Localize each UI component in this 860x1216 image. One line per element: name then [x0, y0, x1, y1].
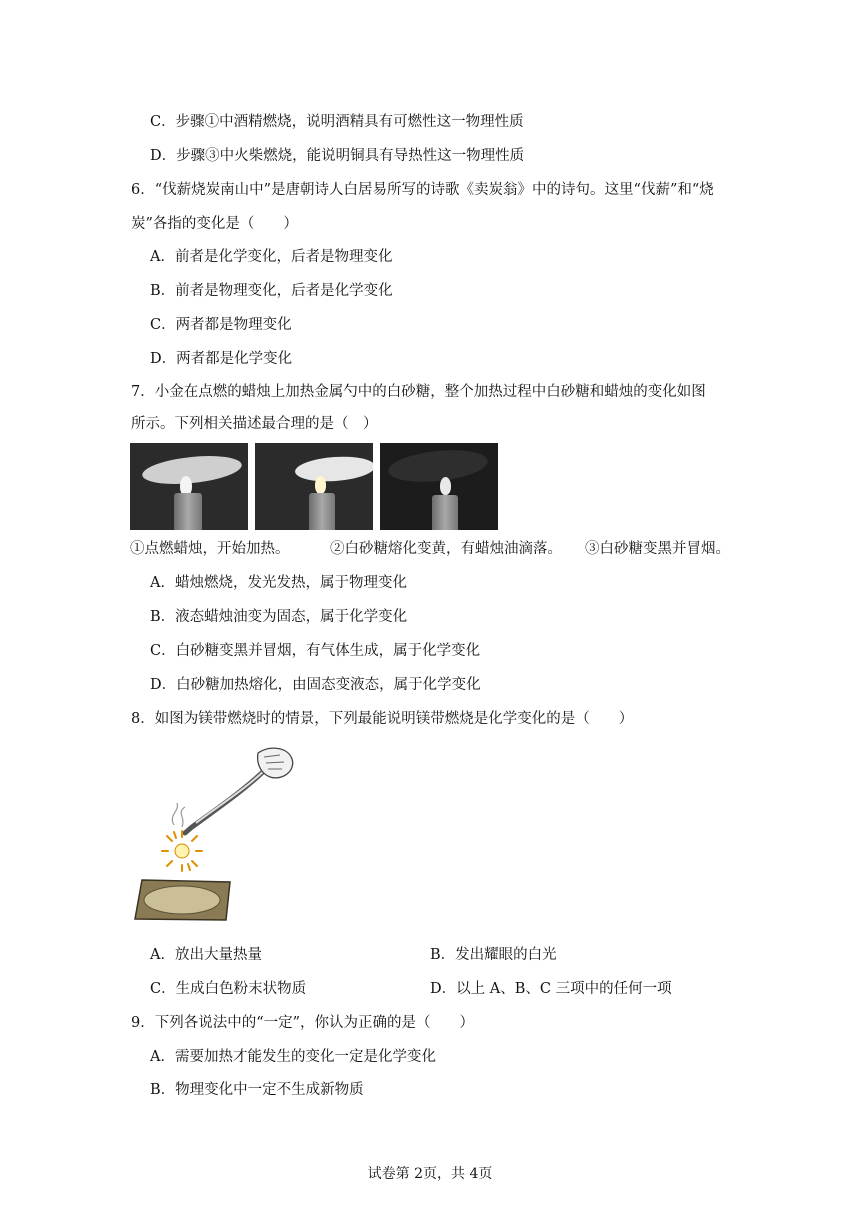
q8-stem: 8．如图为镁带燃烧时的情景，下列最能说明镁带燃烧是化学变化的是（ ） [131, 711, 634, 727]
q6-option-b: B．前者是物理变化，后者是化学变化 [150, 283, 393, 299]
q9-option-b: B．物理变化中一定不生成新物质 [150, 1082, 364, 1098]
page-footer: 试卷第 2页，共 4页 [367, 1166, 493, 1182]
q7-caption-3: ③白砂糖变黑并冒烟。 [585, 541, 730, 557]
q6-stem-line1: 6．“伐薪烧炭南山中”是唐朝诗人白居易所写的诗歌《卖炭翁》中的诗句。这里“伐薪”和“烧 [131, 182, 714, 198]
q5-option-c: C．步骤①中酒精燃烧，说明酒精具有可燃性这一物理性质 [150, 114, 524, 130]
q7-option-d: D．白砂糖加热熔化，由固态变液态，属于化学变化 [150, 677, 481, 693]
q7-caption-1: ①点燃蜡烛，开始加热。 [130, 541, 290, 557]
q9-stem: 9．下列各说法中的“一定”，你认为正确的是（ ） [131, 1015, 475, 1031]
q6-option-c: C．两者都是物理变化 [150, 317, 292, 333]
q7-option-a: A．蜡烛燃烧，发光发热，属于物理变化 [150, 575, 407, 591]
q6-option-d: D．两者都是化学变化 [150, 351, 293, 367]
q6-option-a: A．前者是化学变化，后者是物理变化 [150, 249, 393, 265]
q9-option-a: A．需要加热才能发生的变化一定是化学变化 [150, 1049, 436, 1065]
q7-stem-line1: 7．小金在点燃的蜡烛上加热金属勺中的白砂糖，整个加热过程中白砂糖和蜡烛的变化如图 [131, 384, 706, 400]
q6-stem-line2: 炭”各指的变化是（ ） [131, 216, 298, 232]
q7-caption-2: ②白砂糖熔化变黄，有蜡烛油滴落。 [330, 541, 562, 557]
q5-option-d: D．步骤③中火柴燃烧，能说明铜具有导热性这一物理性质 [150, 148, 525, 164]
q7-option-c: C．白砂糖变黑并冒烟，有气体生成，属于化学变化 [150, 643, 481, 659]
candle-photo-2 [255, 443, 373, 530]
q8-option-b: B．发出耀眼的白光 [430, 947, 557, 963]
candle-photo-1 [130, 443, 248, 530]
q8-option-a: A．放出大量热量 [150, 947, 262, 963]
magnesium-burning-figure [130, 745, 300, 925]
q7-option-b: B．液态蜡烛油变为固态，属于化学变化 [150, 609, 408, 625]
q8-option-d: D．以上 A、B、C 三项中的任何一项 [430, 981, 672, 997]
q8-option-c: C．生成白色粉末状物质 [150, 981, 307, 997]
candle-photo-3 [380, 443, 498, 530]
q7-stem-line2: 所示。下列相关描述最合理的是（ ） [131, 416, 378, 432]
burst-icon [162, 831, 202, 871]
